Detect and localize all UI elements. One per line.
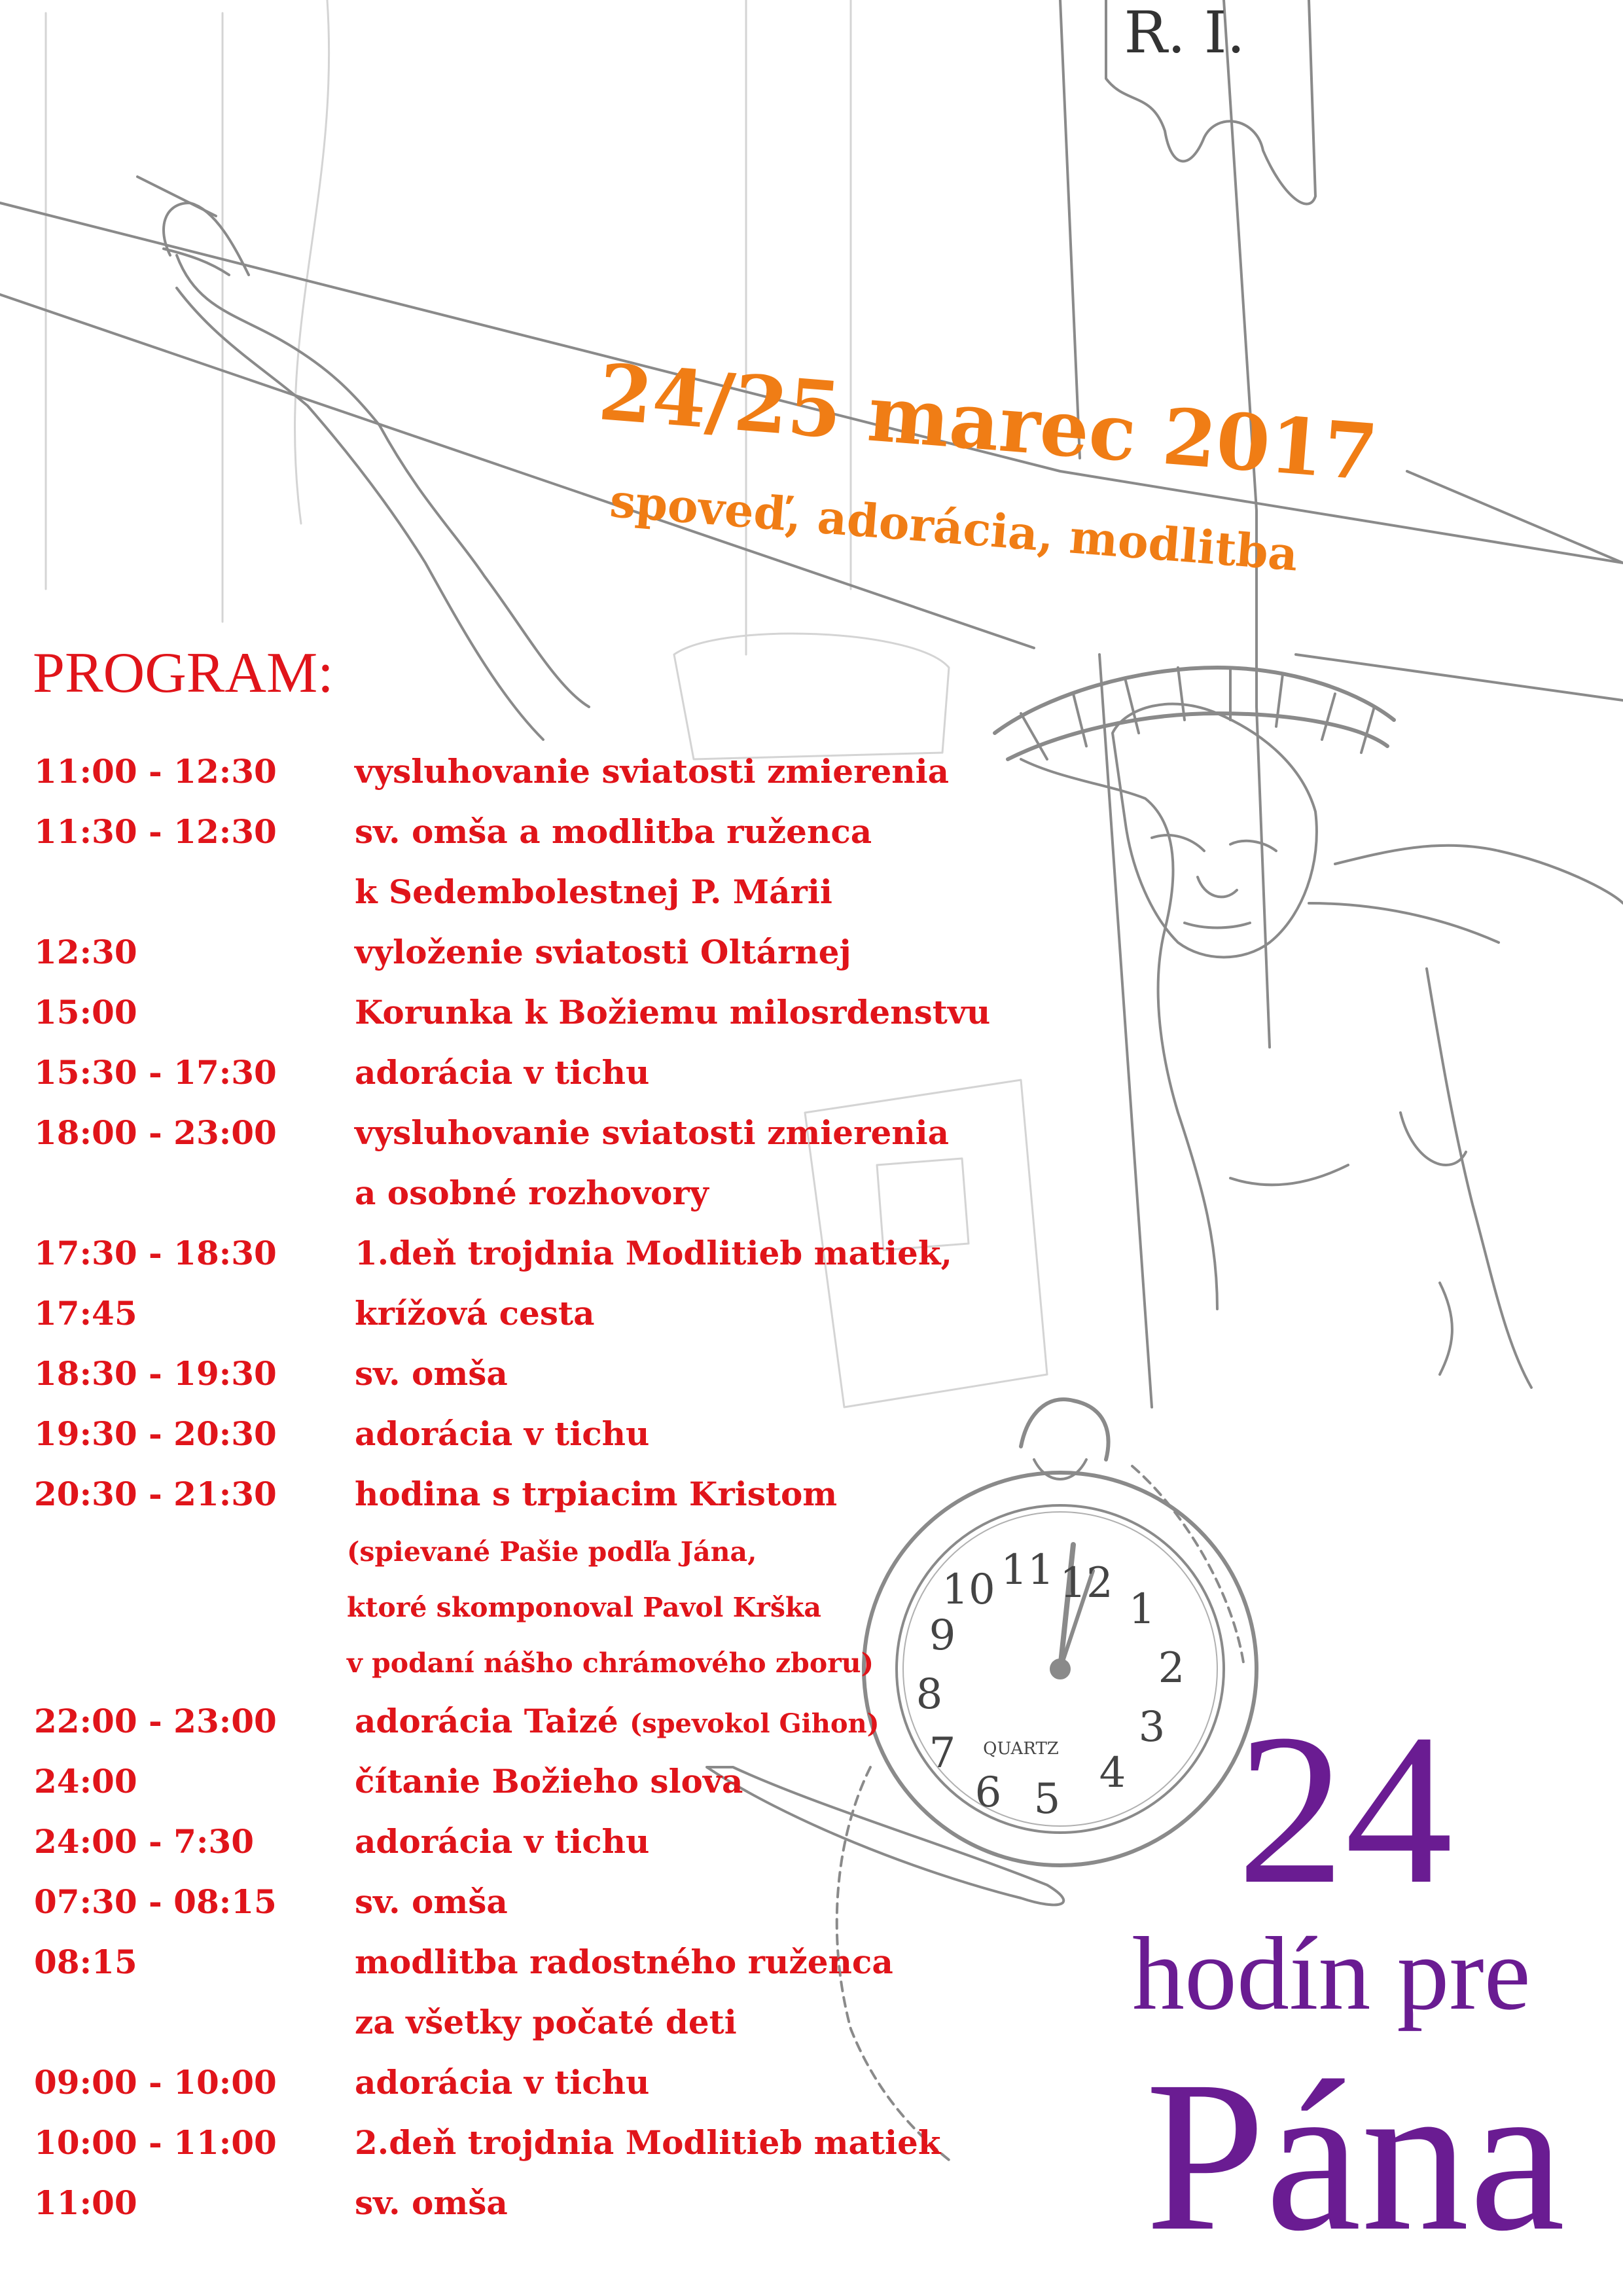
schedule-time: 17:45 [34, 1294, 137, 1333]
schedule-activity: za všetky počaté deti [355, 2003, 737, 2041]
schedule-time: 15:00 [34, 993, 137, 1031]
schedule-row [34, 1163, 1081, 1223]
schedule-activity: 1.deň trojdnia Modlitieb matiek, [355, 1234, 952, 1272]
schedule-row [34, 922, 1081, 982]
schedule-row [34, 1103, 1081, 1163]
schedule-row [34, 1344, 1081, 1404]
schedule-activity: modlitba radostného ruženca [355, 1943, 893, 1981]
schedule-row [34, 1404, 1081, 1464]
schedule-row [34, 982, 1081, 1043]
schedule-time: 10:00 - 11:00 [34, 2123, 277, 2162]
schedule-activity: vysluhovanie sviatosti zmierenia [355, 1113, 950, 1152]
schedule-activity: 2.deň trojdnia Modlitieb matiek [355, 2123, 941, 2162]
schedule-time: 11:00 - 12:30 [34, 752, 277, 791]
clock-number-11: 11 [1001, 1546, 1054, 1594]
clock-number-6: 6 [974, 1768, 1002, 1817]
schedule-row [34, 1751, 1081, 1812]
schedule-row [34, 1223, 1081, 1283]
schedule-row [34, 1812, 1081, 1872]
schedule-time: 11:00 [34, 2183, 137, 2222]
schedule-activity-note: (spevokol Gihon) [630, 1708, 880, 1739]
schedule-activity: krížová cesta [355, 1294, 595, 1333]
schedule-row [34, 1636, 1081, 1691]
clock-number-8: 8 [916, 1670, 943, 1719]
title-middle: hodín pre [1132, 1915, 1531, 2032]
cross-plaque-text: R. I. [1124, 0, 1245, 66]
schedule-activity: adorácia v tichu [355, 1414, 650, 1453]
schedule-time: 22:00 - 23:00 [34, 1702, 277, 1740]
clock-brand-label: QUARTZ [983, 1739, 1059, 1759]
schedule-activity: sv. omša a modlitba ruženca [355, 812, 872, 851]
schedule-row [34, 2173, 1081, 2233]
schedule-row [34, 1283, 1081, 1344]
schedule-activity: (spievané Pašie podľa Jána, [347, 1536, 757, 1568]
schedule-activity: vyloženie sviatosti Oltárnej [355, 933, 851, 971]
schedule-activity: k Sedembolestnej P. Márii [355, 872, 832, 911]
schedule-row [34, 1691, 1081, 1751]
schedule-row [34, 802, 1081, 862]
schedule-row [34, 862, 1081, 922]
schedule-row [34, 2113, 1081, 2173]
title-number: 24 [1237, 1690, 1453, 1929]
schedule-row [34, 1580, 1081, 1636]
clock-number-9: 9 [929, 1611, 956, 1660]
schedule-activity-group [355, 1691, 880, 1754]
schedule-activity: adorácia v tichu [355, 1053, 650, 1092]
title-last: Pána [1145, 2037, 1565, 2276]
schedule-activity: vysluhovanie sviatosti zmierenia [355, 752, 950, 791]
schedule-activity: sv. omša [355, 1882, 508, 1921]
schedule-time: 18:00 - 23:00 [34, 1113, 277, 1152]
schedule-activity: adorácia v tichu [355, 2063, 650, 2102]
schedule-row [34, 1524, 1081, 1580]
clock-number-7: 7 [929, 1729, 956, 1778]
event-date: 24/25 marec 2017 [595, 346, 1381, 499]
clock-number-1: 1 [1128, 1585, 1156, 1634]
schedule-row [34, 1464, 1081, 1524]
schedule-time: 12:30 [34, 933, 137, 971]
clock-number-4: 4 [1099, 1749, 1126, 1797]
schedule-row [34, 2053, 1081, 2113]
clock-number-12: 12 [1060, 1559, 1113, 1607]
schedule-time: 24:00 [34, 1762, 137, 1801]
schedule-time: 07:30 - 08:15 [34, 1882, 277, 1921]
schedule-row [34, 1932, 1081, 1992]
clock-number-3: 3 [1138, 1703, 1166, 1751]
schedule-time: 17:30 - 18:30 [34, 1234, 277, 1272]
schedule-time: 19:30 - 20:30 [34, 1414, 277, 1453]
schedule-time: 09:00 - 10:00 [34, 2063, 277, 2102]
schedule-time: 24:00 - 7:30 [34, 1822, 255, 1861]
clock-number-10: 10 [942, 1566, 995, 1614]
schedule-time: 08:15 [34, 1943, 137, 1981]
schedule-activity: a osobné rozhovory [355, 1174, 709, 1212]
clock-number-2: 2 [1158, 1644, 1185, 1693]
schedule-row [34, 1992, 1081, 2053]
schedule-row [34, 1872, 1081, 1932]
event-subtitle: spoveď, adorácia, modlitba [608, 473, 1300, 582]
schedule-time: 15:30 - 17:30 [34, 1053, 277, 1092]
schedule-activity: čítanie Božieho slova [355, 1762, 743, 1801]
schedule-activity: sv. omša [355, 2183, 508, 2222]
schedule-activity: hodina s trpiacim Kristom [355, 1475, 838, 1513]
schedule-row [34, 1043, 1081, 1103]
schedule-activity: adorácia Taizé [355, 1702, 618, 1740]
schedule-row [34, 742, 1081, 802]
schedule-activity: adorácia v tichu [355, 1822, 650, 1861]
schedule-activity: sv. omša [355, 1354, 508, 1393]
program-heading: PROGRAM: [33, 641, 334, 705]
schedule-time: 20:30 - 21:30 [34, 1475, 277, 1513]
schedule-time: 18:30 - 19:30 [34, 1354, 277, 1393]
schedule-activity: ktoré skomponoval Pavol Krška [347, 1592, 821, 1623]
clock-number-5: 5 [1033, 1775, 1061, 1823]
program-schedule [34, 742, 1081, 2233]
schedule-activity: v podaní nášho chrámového zboru) [347, 1647, 874, 1679]
schedule-activity: Korunka k Božiemu milosrdenstvu [355, 993, 991, 1031]
schedule-time: 11:30 - 12:30 [34, 812, 277, 851]
